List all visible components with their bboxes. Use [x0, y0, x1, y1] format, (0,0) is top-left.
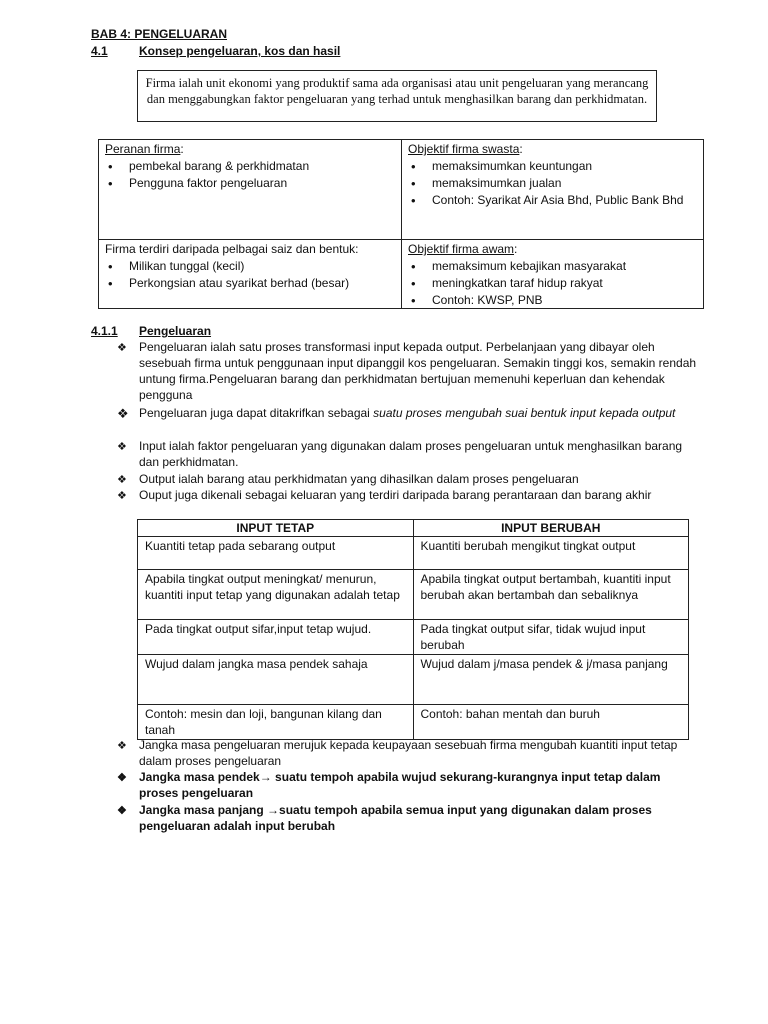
list-item: • Contoh: Syarikat Air Asia Bhd, Public Bank Bhd [408, 192, 698, 209]
cell-objektif-awam: Objektif firma awam: • memaksimum kebajikan masyarakat • meningkatkan taraf hidup rakyat • Contoh: KWSP, PNB [408, 241, 698, 309]
subsection-title: Pengeluaran [139, 324, 212, 338]
table-cell: Wujud dalam jangka masa pendek sahaja [138, 655, 414, 705]
list-item: • memaksimumkan jualan [408, 175, 698, 192]
bullet-text [139, 405, 697, 421]
table-row [138, 620, 689, 655]
diamond-bullet-icon: ❖ [117, 441, 127, 453]
section-title: Konsep pengeluaran, kos dan hasil [139, 44, 341, 58]
bullet-text: Jangka masa pengeluaran merujuk kepada keupayaan sesebuah firma mengubah kuantiti input tetap dalam proses pengeluaran [139, 738, 678, 768]
diamond-bullet-icon: ❖ [117, 805, 127, 817]
header-input-berubah: INPUT BERUBAH [413, 520, 689, 537]
input-table [137, 519, 689, 740]
bullet-text: Ouput juga dikenali sebagai keluaran yang terdiri daripada barang perantaraan dan barang akhir [139, 488, 652, 502]
section-heading [91, 43, 340, 59]
firm-table [98, 139, 704, 309]
bullet-item [117, 438, 697, 470]
diamond-bullet-icon: ❖ [117, 474, 127, 486]
subsection-heading [91, 323, 211, 339]
bullet-text: Jangka masa panjang →suatu tempoh apabila semua input yang digunakan dalam proses pengeluaran adalah input berubah [139, 803, 652, 833]
chapter-title: BAB 4: PENGELUARAN [91, 27, 228, 41]
table-row [138, 655, 689, 705]
bullet-item [117, 487, 697, 503]
awam-heading: Objektif firma awam [408, 242, 515, 256]
list-item: • meningkatkan taraf hidup rakyat [408, 275, 698, 292]
table-cell: Apabila tingkat output meningkat/ menurun, kuantiti input tetap yang digunakan adalah tetap [138, 570, 414, 620]
bullet-text-emphasis: suatu proses mengubah suai bentuk input kepada output [373, 406, 676, 420]
bullet-text-prefix: Pengeluaran juga dapat ditakrifkan sebagai [139, 406, 374, 420]
list-item: • Perkongsian atau syarikat berhad (besar) [105, 275, 395, 292]
subsection-number: 4.1.1 [91, 324, 118, 338]
table-row [138, 705, 689, 740]
table-cell: Apabila tingkat output bertambah, kuantiti input berubah akan bertambah dan sebaliknya [413, 570, 689, 620]
list-item: • memaksimumkan keuntungan [408, 158, 698, 175]
swasta-heading: Objektif firma swasta [408, 142, 520, 156]
table-cell: Contoh: mesin dan loji, bangunan kilang dan tanah [138, 705, 414, 740]
list-item: • memaksimum kebajikan masyarakat [408, 258, 698, 275]
bullet-item [117, 471, 697, 487]
bullet-text: Output ialah barang atau perkhidmatan yang dihasilkan dalam proses pengeluaran [139, 472, 579, 486]
header-input-tetap: INPUT TETAP [138, 520, 414, 537]
cell-peranan-firma: Peranan firma: • pembekal barang & perkhidmatan • Pengguna faktor pengeluaran [105, 141, 395, 192]
diamond-bullet-icon: ❖ [117, 342, 127, 354]
section-number: 4.1 [91, 44, 108, 58]
bullet-item [117, 769, 697, 801]
peranan-heading: Peranan firma [105, 142, 181, 156]
cell-saiz-bentuk [105, 241, 395, 292]
list-item: • pembekal barang & perkhidmatan [105, 158, 395, 175]
bullet-item [117, 737, 697, 769]
firm-definition-text: Firma ialah unit ekonomi yang produktif sama ada organisasi atau unit pengeluaran yang merancang dan menggabungkan faktor pengeluaran yang terhad untuk menghasilkan barang dan perkhidmatan. [145, 76, 649, 106]
bullet-text: Pengeluaran ialah satu proses transformasi input kepada output. Perbelanjaan yang dibayar oleh sesebuah firma untuk penggunaan input dipanggil kos pengeluaran. Semakin tinggi kos, semakin rendah untung firma.Pengeluaran barang dan perkhidmatan bertujuan memenuhi keperluan dan kehendak pengguna [139, 340, 697, 402]
table-cell: Kuantiti tetap pada sebarang output [138, 537, 414, 570]
diamond-bullet-icon: ❖ [117, 490, 127, 502]
saiz-heading: Firma terdiri daripada pelbagai saiz dan bentuk: [105, 242, 359, 256]
diamond-bullet-icon: ❖ [117, 772, 127, 784]
table-cell: Contoh: bahan mentah dan buruh [413, 705, 689, 740]
bullet-text: Jangka masa pendek→ suatu tempoh apabila wujud sekurang-kurangnya input tetap dalam proses pengeluaran [139, 770, 661, 800]
list-item: • Pengguna faktor pengeluaran [105, 175, 395, 192]
firm-definition-box [137, 70, 657, 122]
list-item: • Milikan tunggal (kecil) [105, 258, 395, 275]
table-header-row [138, 520, 689, 537]
table-cell: Wujud dalam j/masa pendek & j/masa panjang [413, 655, 689, 705]
table-cell: Pada tingkat output sifar,input tetap wujud. [138, 620, 414, 655]
list-item: • Contoh: KWSP, PNB [408, 292, 698, 309]
bullet-item [117, 339, 697, 403]
table-row [138, 570, 689, 620]
bullet-item [117, 405, 697, 421]
table-cell: Pada tingkat output sifar, tidak wujud input berubah [413, 620, 689, 655]
diamond-bullet-icon: ❖ [117, 406, 129, 421]
bullet-text: Input ialah faktor pengeluaran yang digunakan dalam proses pengeluaran untuk menghasilkan barang dan perkhidmatan. [139, 439, 683, 469]
table-row [138, 537, 689, 570]
bullet-item [117, 802, 697, 834]
diamond-bullet-icon: ❖ [117, 740, 127, 752]
table-cell: Kuantiti berubah mengikut tingkat output [413, 537, 689, 570]
cell-objektif-swasta: Objektif firma swasta: • memaksimumkan keuntungan • memaksimumkan jualan • Contoh: Syarikat Air Asia Bhd, Public Bank Bhd [408, 141, 698, 209]
